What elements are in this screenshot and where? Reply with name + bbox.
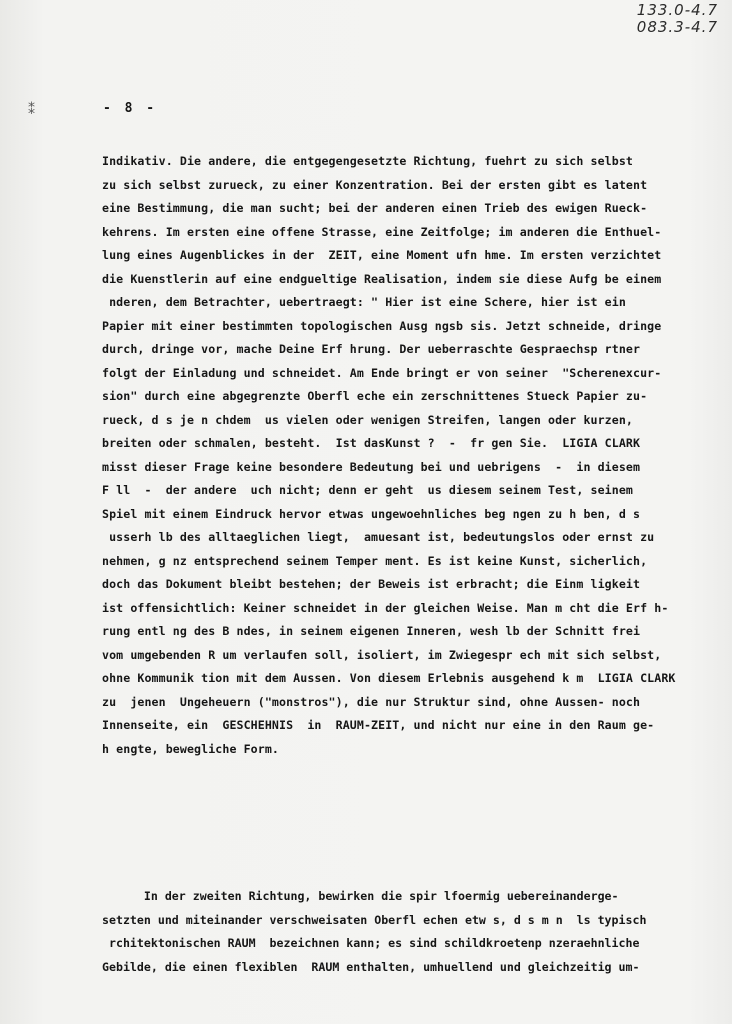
text-line: zu sich selbst zurueck, zu einer Konzentration. Bei der ersten gibt es latent bbox=[102, 177, 648, 192]
text-line: nderen, dem Betrachter, uebertraegt: " Hier ist eine Schere, hier ist ein bbox=[102, 295, 626, 309]
text-line: sion" durch eine abgegrenzte Oberfl eche ein zerschnittenes Stueck Papier zu- bbox=[102, 389, 648, 403]
text-line: Papier mit einer bestimmten topologischen Ausg ngsb sis. Jetzt schneide, dringe bbox=[102, 318, 662, 333]
paragraph-1 bbox=[102, 150, 702, 761]
text-line: kehrens. Im ersten eine offene Strasse, eine Zeitfolge; im anderen die Enthuel- bbox=[102, 224, 662, 239]
text-line: ohne Kommunik tion mit dem Aussen. Von diesem Erlebnis ausgehend k m LIGIA CLARK bbox=[102, 671, 676, 685]
margin-mark: ⁑ bbox=[28, 102, 34, 118]
page-number: - 8 - bbox=[103, 101, 158, 116]
text-line: die Kuenstlerin auf eine endgueltige Realisation, indem sie diese Aufg be einem bbox=[102, 271, 662, 286]
text-line: usserh lb des alltaeglichen liegt, amuesant ist, bedeutungslos oder ernst zu bbox=[102, 530, 655, 544]
text-line: folgt der Einladung und schneidet. Am Ende bringt er von seiner "Scherenexcur- bbox=[102, 365, 662, 380]
text-line: ist offensichtlich: Keiner schneidet in der gleichen Weise. Man m cht die Erf h- bbox=[102, 600, 669, 615]
text-line: rueck, d s je n chdem us vielen oder wenigen Streifen, langen oder kurzen, bbox=[102, 412, 634, 427]
text-line: Innenseite, ein GESCHEHNIS in RAUM-ZEIT, und nicht nur eine in den Raum ge- bbox=[102, 718, 655, 732]
text-line: setzten und miteinander verschweisaten Oberfl echen etw s, d s m n ls typisch bbox=[102, 912, 647, 927]
text-line: eine Bestimmung, die man sucht; bei der anderen einen Trieb des ewigen Rueck- bbox=[102, 201, 648, 215]
text-line: vom umgebenden R um verlaufen soll, isoliert, im Zwiegespr ech mit sich selbst, bbox=[102, 647, 662, 662]
text-line: F ll - der andere uch nicht; denn er geht us diesem seinem Test, seinem bbox=[102, 483, 634, 497]
text-line: Spiel mit einem Eindruck hervor etwas ungewoehnliches beg ngen zu h ben, d s bbox=[102, 506, 641, 521]
paragraph-2 bbox=[102, 885, 702, 979]
archive-code: 083.3-4.7 bbox=[636, 18, 718, 36]
text-line: In der zweiten Richtung, bewirken die spir lfoermig uebereinanderge- bbox=[102, 889, 619, 903]
text-line: misst dieser Frage keine besondere Bedeutung bei und uebrigens - in diesem bbox=[102, 459, 641, 474]
text-line: Gebilde, die einen flexiblen RAUM enthalten, umhuellend und gleichzeitig um- bbox=[102, 959, 640, 974]
text-line: doch das Dokument bleibt bestehen; der Beweis ist erbracht; die Einm ligkeit bbox=[102, 577, 641, 591]
text-line: durch, dringe vor, mache Deine Erf hrung. Der ueberraschte Gespraechsp rtner bbox=[102, 342, 641, 356]
text-line: h engte, bewegliche Form. bbox=[102, 741, 280, 756]
text-line: Indikativ. Die andere, die entgegengesetzte Richtung, fuehrt zu sich selbst bbox=[102, 154, 634, 168]
text-line: rung entl ng des B ndes, in seinem eigenen Inneren, wesh lb der Schnitt frei bbox=[102, 624, 641, 638]
text-line: breiten oder schmalen, besteht. Ist dasKunst ? - fr gen Sie. LIGIA CLARK bbox=[102, 436, 641, 450]
archive-code: 133.0-4.7 bbox=[636, 1, 718, 19]
text-line: lung eines Augenblickes in der ZEIT, eine Moment ufn hme. Im ersten verzichtet bbox=[102, 248, 662, 262]
text-line: zu jenen Ungeheuern ("monstros"), die nur Struktur sind, ohne Aussen- noch bbox=[102, 694, 641, 709]
archive-reference-codes bbox=[637, 2, 718, 36]
text-line: nehmen, g nz entsprechend seinem Temper ment. Es ist keine Kunst, sicherlich, bbox=[102, 553, 648, 568]
text-line: rchitektonischen RAUM bezeichnen kann; es sind schildkroetenp nzeraehnliche bbox=[102, 936, 640, 950]
